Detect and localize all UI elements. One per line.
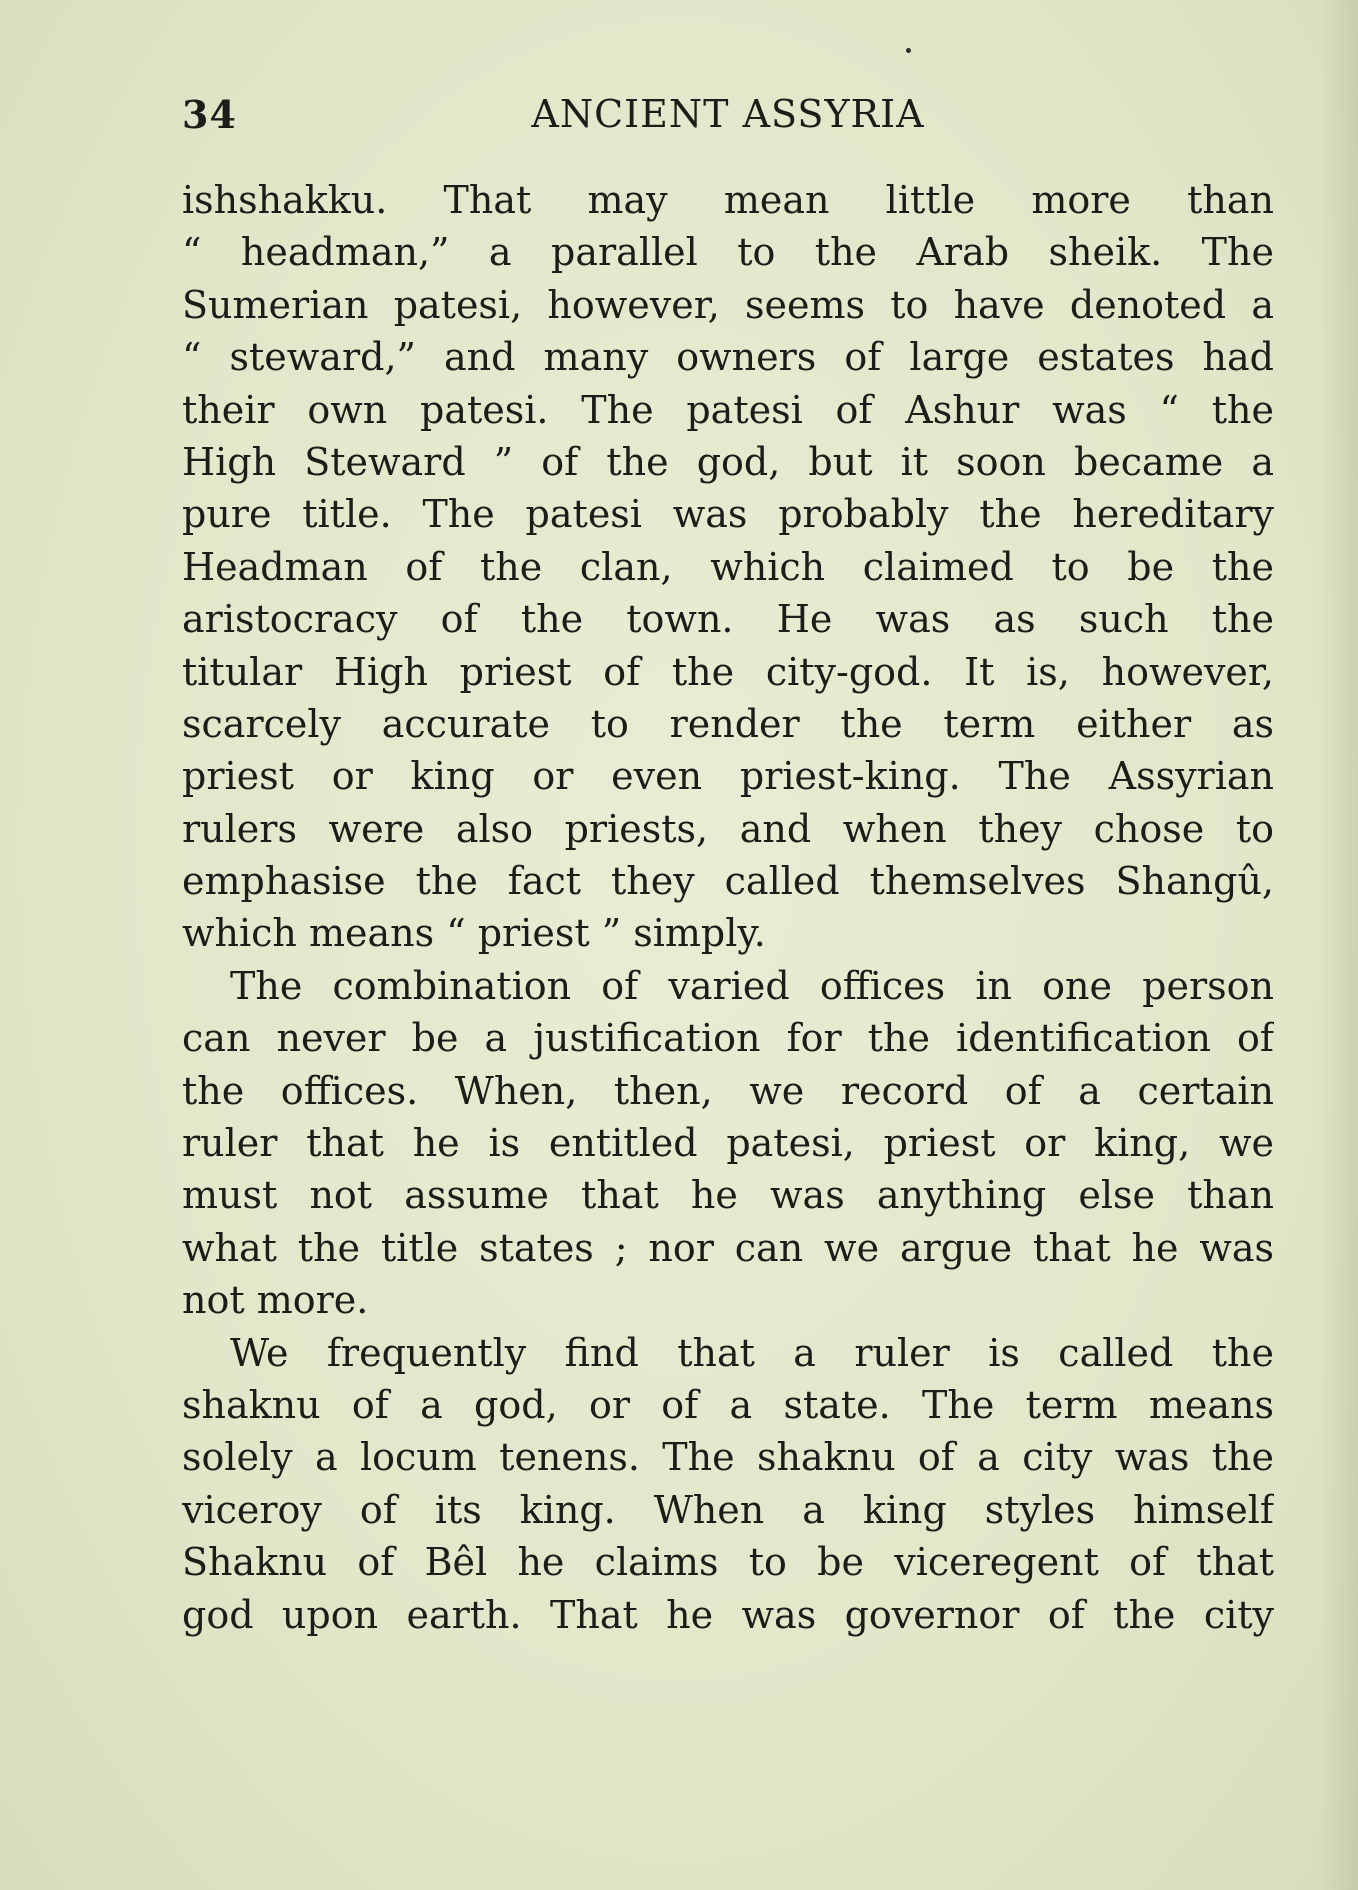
text-line: priest or king or even priest-king. The Assyrian [182,754,1274,799]
text-line: rulers were also priests, and when they chose to [182,806,1274,851]
text-line: “ headman,” a parallel to the Arab sheik. The [182,230,1274,275]
text-line: aristocracy of the town. He was as such the [182,597,1274,642]
text-line: ishshakku. That may mean little more than [182,178,1274,222]
text-line: emphasise the fact they called themselves Shangû, [182,859,1274,904]
text-line: not more. [182,1278,369,1323]
text-line: “ steward,” and many owners of large estates had [182,335,1274,380]
page-edge-shadow [1318,0,1358,1890]
running-title: ANCIENT ASSYRIA [531,92,925,136]
text-line: We frequently find that a ruler is called the [230,1330,1274,1375]
text-line: Sumerian patesi, however, seems to have denoted a [182,282,1274,327]
text-line: titular High priest of the city-god. It is, however, [182,649,1274,694]
text-line: High Steward ” of the god, but it soon became a [182,439,1274,484]
text-line: Headman of the clan, which claimed to be the [182,544,1274,589]
text-line: can never be a justification for the identification of [182,1016,1274,1061]
page-header [182,92,1274,142]
text-line: the offices. When, then, we record of a certain [182,1068,1274,1113]
text-line: pure title. The patesi was probably the hereditary [182,492,1274,537]
print-speck [906,48,911,53]
text-line: which means “ priest ” simply. [182,911,766,956]
text-line: what the title states ; nor can we argue that he was [182,1225,1274,1270]
text-line: god upon earth. That he was governor of the city [182,1592,1274,1637]
text-line: their own patesi. The patesi of Ashur was “ the [182,387,1274,432]
page-number: 34 [182,92,237,137]
text-line: ruler that he is entitled patesi, priest or king, we [182,1121,1274,1166]
body-text [182,174,1274,1641]
text-line: Shaknu of Bêl he claims to be viceregent of that [182,1540,1274,1585]
text-line: viceroy of its king. When a king styles himself [182,1487,1274,1532]
text-line: must not assume that he was anything else than [182,1173,1274,1218]
text-line: The combination of varied offices in one person [230,963,1274,1008]
text-line: shaknu of a god, or of a state. The term means [182,1382,1274,1427]
text-line: scarcely accurate to render the term either as [182,701,1274,746]
text-line: solely a locum tenens. The shaknu of a city was the [182,1435,1274,1480]
